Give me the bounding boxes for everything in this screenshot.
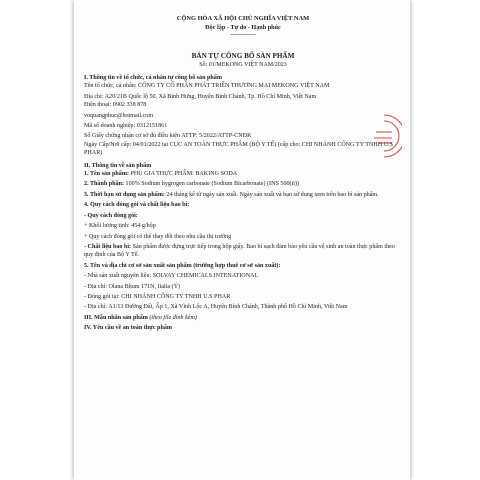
product-name-value: PHỤ GIA THỰC PHẨM: BAKING SODA [128, 171, 238, 178]
product-ingredients-label: 2. Thành phần: [84, 181, 125, 188]
section-3 [84, 314, 402, 322]
section-3-heading: III. Mẫu nhãn sản phẩm [84, 314, 148, 321]
packer: - Đóng gói tại: CHI NHÁNH CÔNG TY TNHH U.S PHAR [84, 293, 231, 300]
section-3-note: (theo file đính kèm) [147, 314, 197, 321]
document-page [74, 0, 410, 480]
document-title: BẢN TỰ CÔNG BỐ SẢN PHẨM [191, 52, 295, 60]
packaging-heading: 4. Quy cách đóng gói và chất liệu bao bì: [84, 202, 190, 209]
product-shelf-life [84, 191, 402, 199]
packer-address: - Địa chỉ: A1/13 Đường Đất, Ấp 1, Xã Vĩnh Lộc A, Huyện Bình Chánh, Thành phố Hồ Chí Minh, Việt Nam [84, 304, 348, 311]
product-ingredients [84, 180, 402, 188]
national-title: CỘNG HÒA XÃ HỘI CHỦ NGHĨA VIỆT NAM [176, 15, 310, 22]
org-certificate-issued: Ngày Cấp/Nơi cấp: 04/01/2022 tại CỤC AN TOÀN THỰC PHẨM (BỘ Y TẾ) (cấp cho: CHI NHÁNH CÔNG TY TNHH U.S PHAR) [84, 141, 394, 157]
document-number: Số: 01/MEKONG VIỆT NAM/2023 [199, 62, 287, 68]
org-address: Địa chỉ: A20/21B Quốc lộ 50, Xã Bình Hưng, Huyện Bình Chánh, Tp. Hồ Chí Minh, Việt Nam [84, 93, 317, 100]
document-content [84, 14, 402, 333]
org-tax-code: Mã số doanh nghiệp: 0312151861 [84, 123, 168, 130]
org-email: voquangphuc@hotmail.com [84, 112, 154, 119]
raw-material-supplier: - Nhà sản xuất nguyên liệu: SOLVAY CHEMICALS INTENATIONAL [84, 273, 259, 280]
packaging-note: + Quy cách đóng gói có thể thay đổi theo nhu cầu thị trường [84, 233, 232, 240]
packaging-material [84, 243, 402, 260]
product-shelf-life-value: 24 tháng kể từ ngày sản xuất. Ngày sản xuất và hạn sử dụng xem trên bao bì sản phẩm. [164, 191, 379, 198]
manufacturer-heading: 5. Tên và địa chỉ cơ sở sản xuất sản phẩm (trường hợp thuê cơ sở sản xuất): [84, 262, 281, 269]
product-ingredients-value: 100% Sodium hygrogen carbonate (Sodium Bicarbonate) (INS 500(ii)) [124, 181, 300, 188]
org-phone: Điện thoại: 0902 338 878 [84, 102, 147, 109]
section-4-heading: IV. Yêu cầu về an toàn thực phẩm [84, 325, 172, 332]
packaging-net-weight: + Khối lượng tịnh: 454 g/hộp [84, 223, 156, 230]
packaging-material-value: Sản phẩm được đựng trực tiếp trong hộp giấy. Bao bì sạch đảm bảo yêu cầu vệ sinh an toàn thực phẩm theo quy định của Bộ Y Tế. [84, 243, 395, 259]
section-2-heading: II. Thông tin về sản phẩm [84, 162, 152, 169]
section-1-heading: I. Thông tin về tổ chức, cá nhân tự công bố sản phẩm [84, 75, 222, 81]
header-divider: --------------- [230, 32, 256, 38]
org-certificate: Số Giấy chứng nhận cơ sở đủ điều kiện ATTP: 5/2022/ATTP-CNĐK [84, 133, 252, 140]
raw-material-supplier-address: - Địa chỉ: Olana Bhum 171N, Italia (Ý) [84, 283, 181, 290]
national-motto: Độc lập - Tự do - Hạnh phúc [205, 24, 281, 31]
packaging-spec-heading: - Quy cách đóng gói: [84, 212, 138, 219]
product-shelf-life-label: 3. Thời hạn sử dụng sản phẩm: [84, 191, 165, 198]
product-name-label: 1. Tên sản phẩm: [84, 171, 129, 178]
packaging-material-label: - Chất liệu bao bì: [84, 243, 132, 250]
product-name [84, 170, 402, 178]
org-name: Tên tổ chức, cá nhân: CÔNG TY CỔ PHẦN PHÁT TRIỂN THƯƠNG MẠI MEKONG VIỆT NAM [84, 83, 330, 90]
